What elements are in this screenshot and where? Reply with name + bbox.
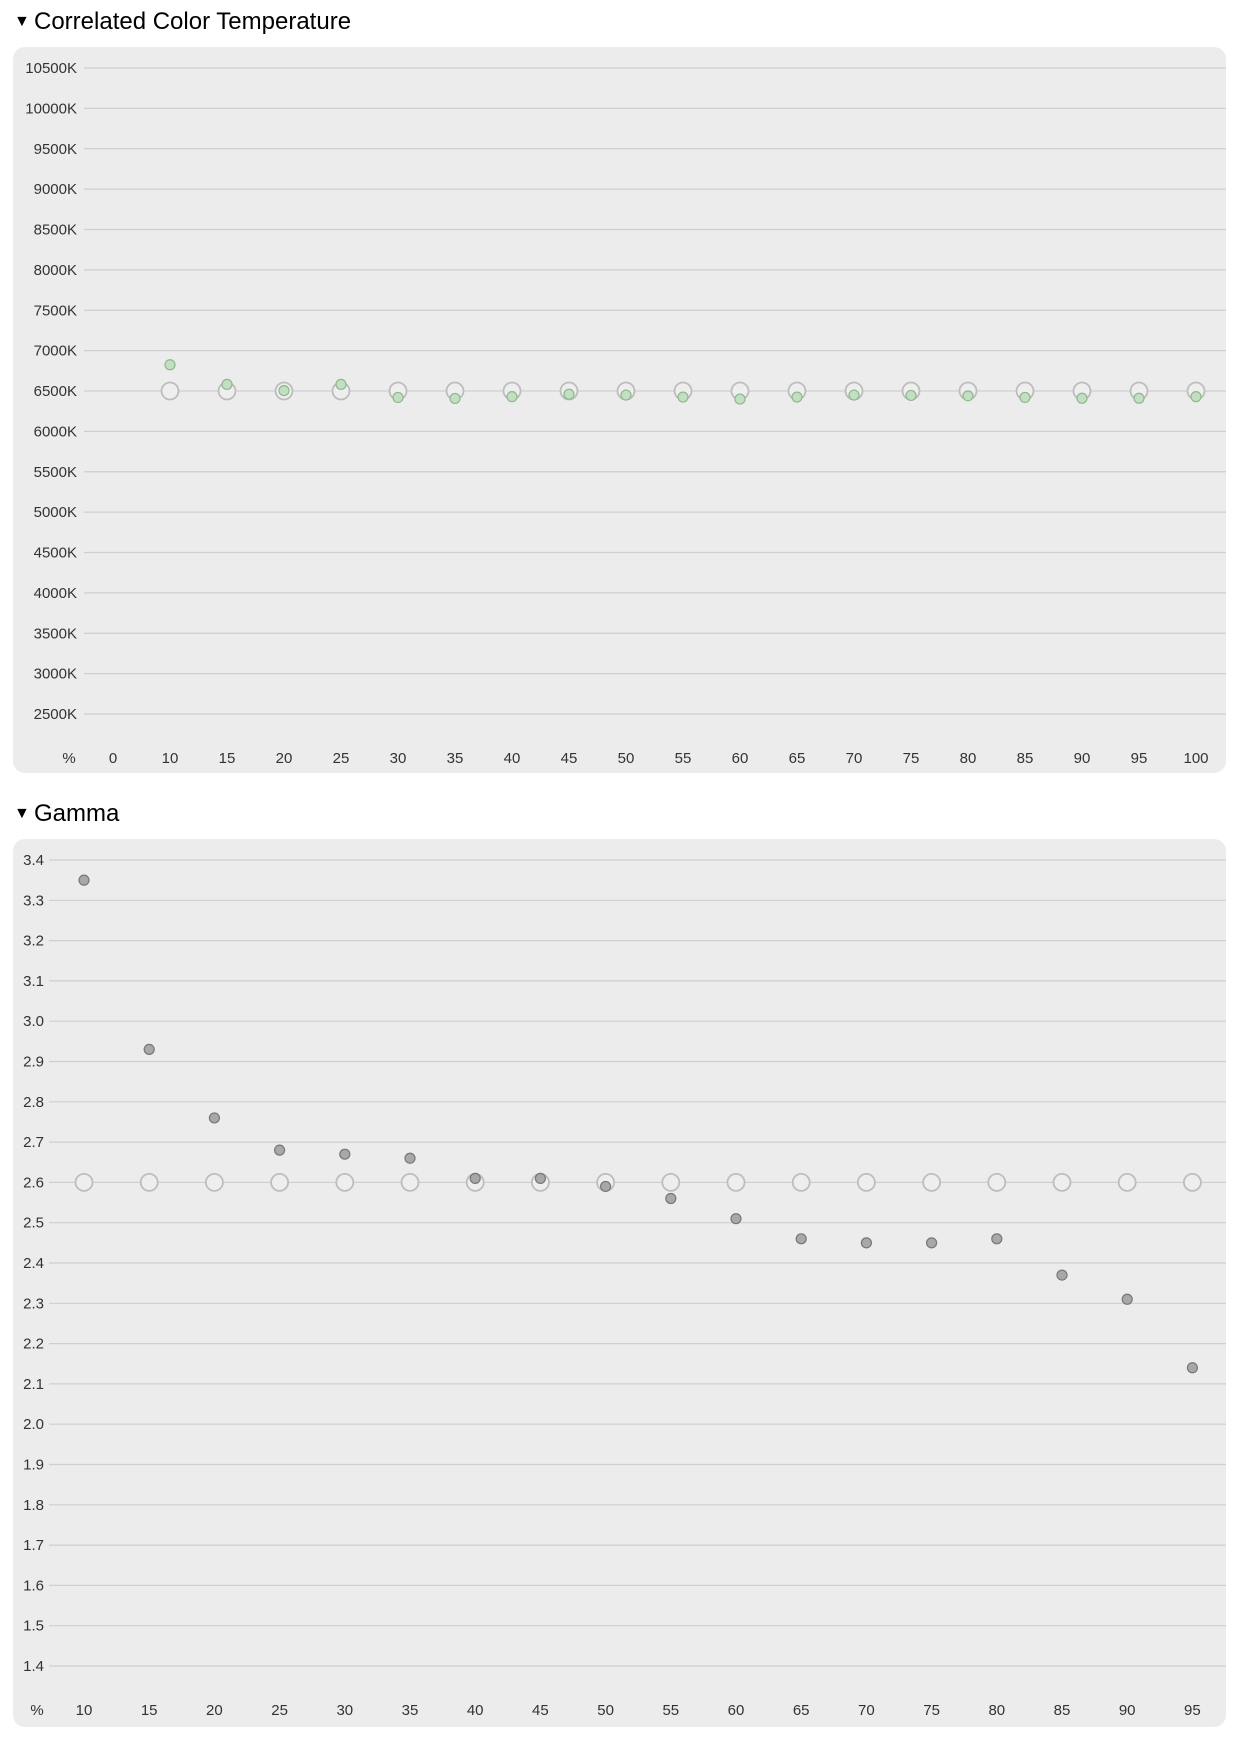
gamma-measured-point[interactable] [79, 875, 89, 885]
x-tick-label: 85 [1053, 1702, 1071, 1719]
cct-measured-point[interactable] [450, 393, 460, 403]
gamma-chart-panel [13, 839, 1226, 1727]
gamma-measured-point[interactable] [405, 1153, 415, 1163]
x-tick-label: 15 [140, 1702, 158, 1719]
gamma-section-toggle[interactable] [14, 799, 119, 829]
cct-measured-point[interactable] [1020, 392, 1030, 402]
x-tick-label: 75 [923, 1702, 940, 1719]
gamma-measured-point[interactable] [731, 1214, 741, 1224]
cct-measured-point[interactable] [507, 392, 517, 402]
y-tick-label: 2.0 [23, 1416, 44, 1434]
y-tick-label: 1.5 [23, 1617, 44, 1635]
y-tick-label: 8500K [33, 221, 77, 239]
gamma-measured-point[interactable] [1122, 1294, 1132, 1304]
y-tick-label: 4000K [33, 584, 77, 602]
x-tick-label: 85 [1016, 750, 1034, 767]
x-tick-label: 15 [218, 750, 236, 767]
y-tick-label: 2.7 [23, 1134, 44, 1152]
gamma-measured-point[interactable] [144, 1044, 154, 1054]
cct-section-toggle[interactable] [14, 7, 351, 37]
x-tick-label: 25 [271, 1702, 288, 1719]
x-tick-label: 20 [206, 1702, 223, 1719]
gamma-measured-point[interactable] [861, 1238, 871, 1248]
gamma-target-point[interactable] [1184, 1174, 1201, 1191]
gamma-target-point[interactable] [858, 1174, 875, 1191]
x-tick-label: 70 [845, 750, 863, 767]
x-tick-label: 35 [446, 750, 464, 767]
gamma-measured-point[interactable] [992, 1234, 1002, 1244]
cct-measured-point[interactable] [849, 390, 859, 400]
x-tick-label: 90 [1073, 750, 1091, 767]
gamma-target-point[interactable] [728, 1174, 745, 1191]
gamma-measured-point[interactable] [666, 1194, 676, 1204]
gamma-measured-point[interactable] [601, 1181, 611, 1191]
gamma-chart [13, 839, 1226, 1727]
gamma-measured-point[interactable] [275, 1145, 285, 1155]
x-tick-label: 10 [161, 750, 179, 767]
gamma-target-point[interactable] [923, 1174, 940, 1191]
y-tick-label: 3.1 [23, 972, 44, 990]
cct-measured-point[interactable] [1077, 393, 1087, 403]
x-tick-label: 95 [1130, 750, 1148, 767]
x-tick-label: 80 [988, 1702, 1006, 1719]
y-tick-label: 10500K [25, 60, 77, 77]
cct-measured-point[interactable] [336, 379, 346, 389]
gamma-target-point[interactable] [76, 1174, 93, 1191]
y-tick-label: 3.0 [23, 1013, 44, 1031]
gamma-target-point[interactable] [336, 1174, 353, 1191]
gamma-target-point[interactable] [1119, 1174, 1136, 1191]
cct-measured-point[interactable] [906, 390, 916, 400]
gamma-measured-point[interactable] [1187, 1363, 1197, 1373]
x-tick-label: 100 [1183, 750, 1209, 767]
y-tick-label: 3.2 [23, 932, 44, 950]
x-tick-label: 60 [731, 750, 749, 767]
x-tick-label: 10 [75, 1702, 93, 1719]
y-tick-label: 2.3 [23, 1295, 44, 1313]
x-tick-label: 80 [959, 750, 977, 767]
gamma-measured-point[interactable] [470, 1173, 480, 1183]
y-tick-label: 3500K [33, 625, 77, 643]
gamma-measured-point[interactable] [927, 1238, 937, 1248]
gamma-target-point[interactable] [1054, 1174, 1071, 1191]
gamma-section-title: Gamma [34, 800, 120, 827]
y-tick-label: 8000K [33, 261, 77, 279]
cct-measured-point[interactable] [621, 390, 631, 400]
y-tick-label: 2.6 [23, 1174, 44, 1192]
gamma-target-point[interactable] [793, 1174, 810, 1191]
cct-chart [13, 47, 1226, 773]
y-tick-label: 2.2 [23, 1335, 44, 1353]
cct-target-point[interactable] [162, 383, 179, 400]
y-tick-label: 2.4 [23, 1255, 44, 1272]
cct-measured-point[interactable] [963, 391, 973, 401]
y-tick-label: 6000K [33, 423, 77, 441]
x-tick-label: 95 [1184, 1702, 1201, 1719]
triangle-down-icon: ▼ [14, 805, 30, 822]
cct-measured-point[interactable] [393, 392, 403, 402]
x-tick-label: 40 [466, 1702, 484, 1719]
gamma-target-point[interactable] [662, 1174, 679, 1191]
gamma-measured-point[interactable] [340, 1149, 350, 1159]
triangle-down-icon: ▼ [14, 13, 30, 30]
cct-measured-point[interactable] [678, 392, 688, 402]
cct-measured-point[interactable] [165, 360, 175, 370]
x-tick-label: 75 [902, 750, 920, 767]
x-tick-label: 55 [674, 750, 692, 767]
y-tick-label: 3.3 [23, 892, 44, 910]
y-tick-label: 2.5 [23, 1214, 44, 1232]
y-tick-label: 3.4 [23, 852, 44, 869]
gamma-target-point[interactable] [141, 1174, 158, 1191]
x-tick-label: 65 [788, 750, 806, 767]
y-tick-label: 5000K [33, 504, 77, 522]
y-tick-label: 2.8 [23, 1093, 44, 1111]
x-tick-label: 45 [532, 1702, 549, 1719]
cct-chart-panel [13, 47, 1226, 773]
gamma-target-point[interactable] [271, 1174, 288, 1191]
x-tick-label: 70 [858, 1702, 875, 1719]
y-tick-label: 10000K [25, 100, 77, 118]
x-tick-label: 90 [1118, 1702, 1136, 1719]
cct-measured-point[interactable] [1191, 392, 1201, 402]
x-tick-label: 40 [503, 750, 521, 767]
y-tick-label: 9000K [33, 181, 77, 199]
y-tick-label: 7500K [33, 302, 77, 320]
y-tick-label: 1.8 [23, 1496, 44, 1514]
x-tick-label: 30 [389, 750, 407, 767]
y-tick-label: 1.6 [23, 1577, 44, 1595]
gamma-target-point[interactable] [206, 1174, 223, 1191]
y-tick-label: 6500K [33, 383, 77, 400]
cct-measured-point[interactable] [792, 392, 802, 402]
x-tick-label: 60 [727, 1702, 745, 1719]
gamma-measured-point[interactable] [796, 1234, 806, 1244]
y-tick-label: 2.9 [23, 1053, 44, 1071]
cct-measured-point[interactable] [564, 389, 574, 399]
cct-measured-point[interactable] [279, 386, 289, 396]
y-tick-label: 2.1 [23, 1375, 44, 1393]
y-tick-label: 3000K [33, 665, 77, 683]
cct-measured-point[interactable] [1134, 393, 1144, 403]
x-tick-label: 25 [332, 750, 350, 767]
x-axis-unit-label: % [30, 1702, 44, 1719]
gamma-measured-point[interactable] [1057, 1270, 1067, 1280]
x-tick-label: 20 [275, 750, 293, 767]
gamma-measured-point[interactable] [209, 1113, 219, 1123]
y-tick-label: 1.9 [23, 1456, 44, 1474]
x-tick-label: 35 [401, 1702, 419, 1719]
x-tick-label: 65 [792, 1702, 810, 1719]
x-tick-label: 0 [108, 750, 118, 767]
y-tick-label: 1.7 [23, 1537, 44, 1555]
x-tick-label: 45 [560, 750, 578, 767]
y-tick-label: 9500K [33, 140, 77, 158]
x-tick-label: 30 [336, 1702, 354, 1719]
x-tick-label: 55 [662, 1702, 680, 1719]
gamma-target-point[interactable] [988, 1174, 1005, 1191]
cct-measured-point[interactable] [735, 394, 745, 404]
x-axis-unit-label: % [62, 750, 76, 767]
cct-section-title: Correlated Color Temperature [34, 8, 352, 35]
y-tick-label: 7000K [33, 342, 77, 360]
cct-measured-point[interactable] [222, 379, 232, 389]
gamma-measured-point[interactable] [535, 1173, 545, 1183]
y-tick-label: 2500K [33, 706, 77, 723]
x-tick-label: 50 [597, 1702, 614, 1719]
x-tick-label: 50 [617, 750, 635, 767]
gamma-target-point[interactable] [402, 1174, 419, 1191]
y-tick-label: 1.4 [23, 1658, 44, 1675]
y-tick-label: 4500K [33, 544, 77, 562]
y-tick-label: 5500K [33, 463, 77, 481]
